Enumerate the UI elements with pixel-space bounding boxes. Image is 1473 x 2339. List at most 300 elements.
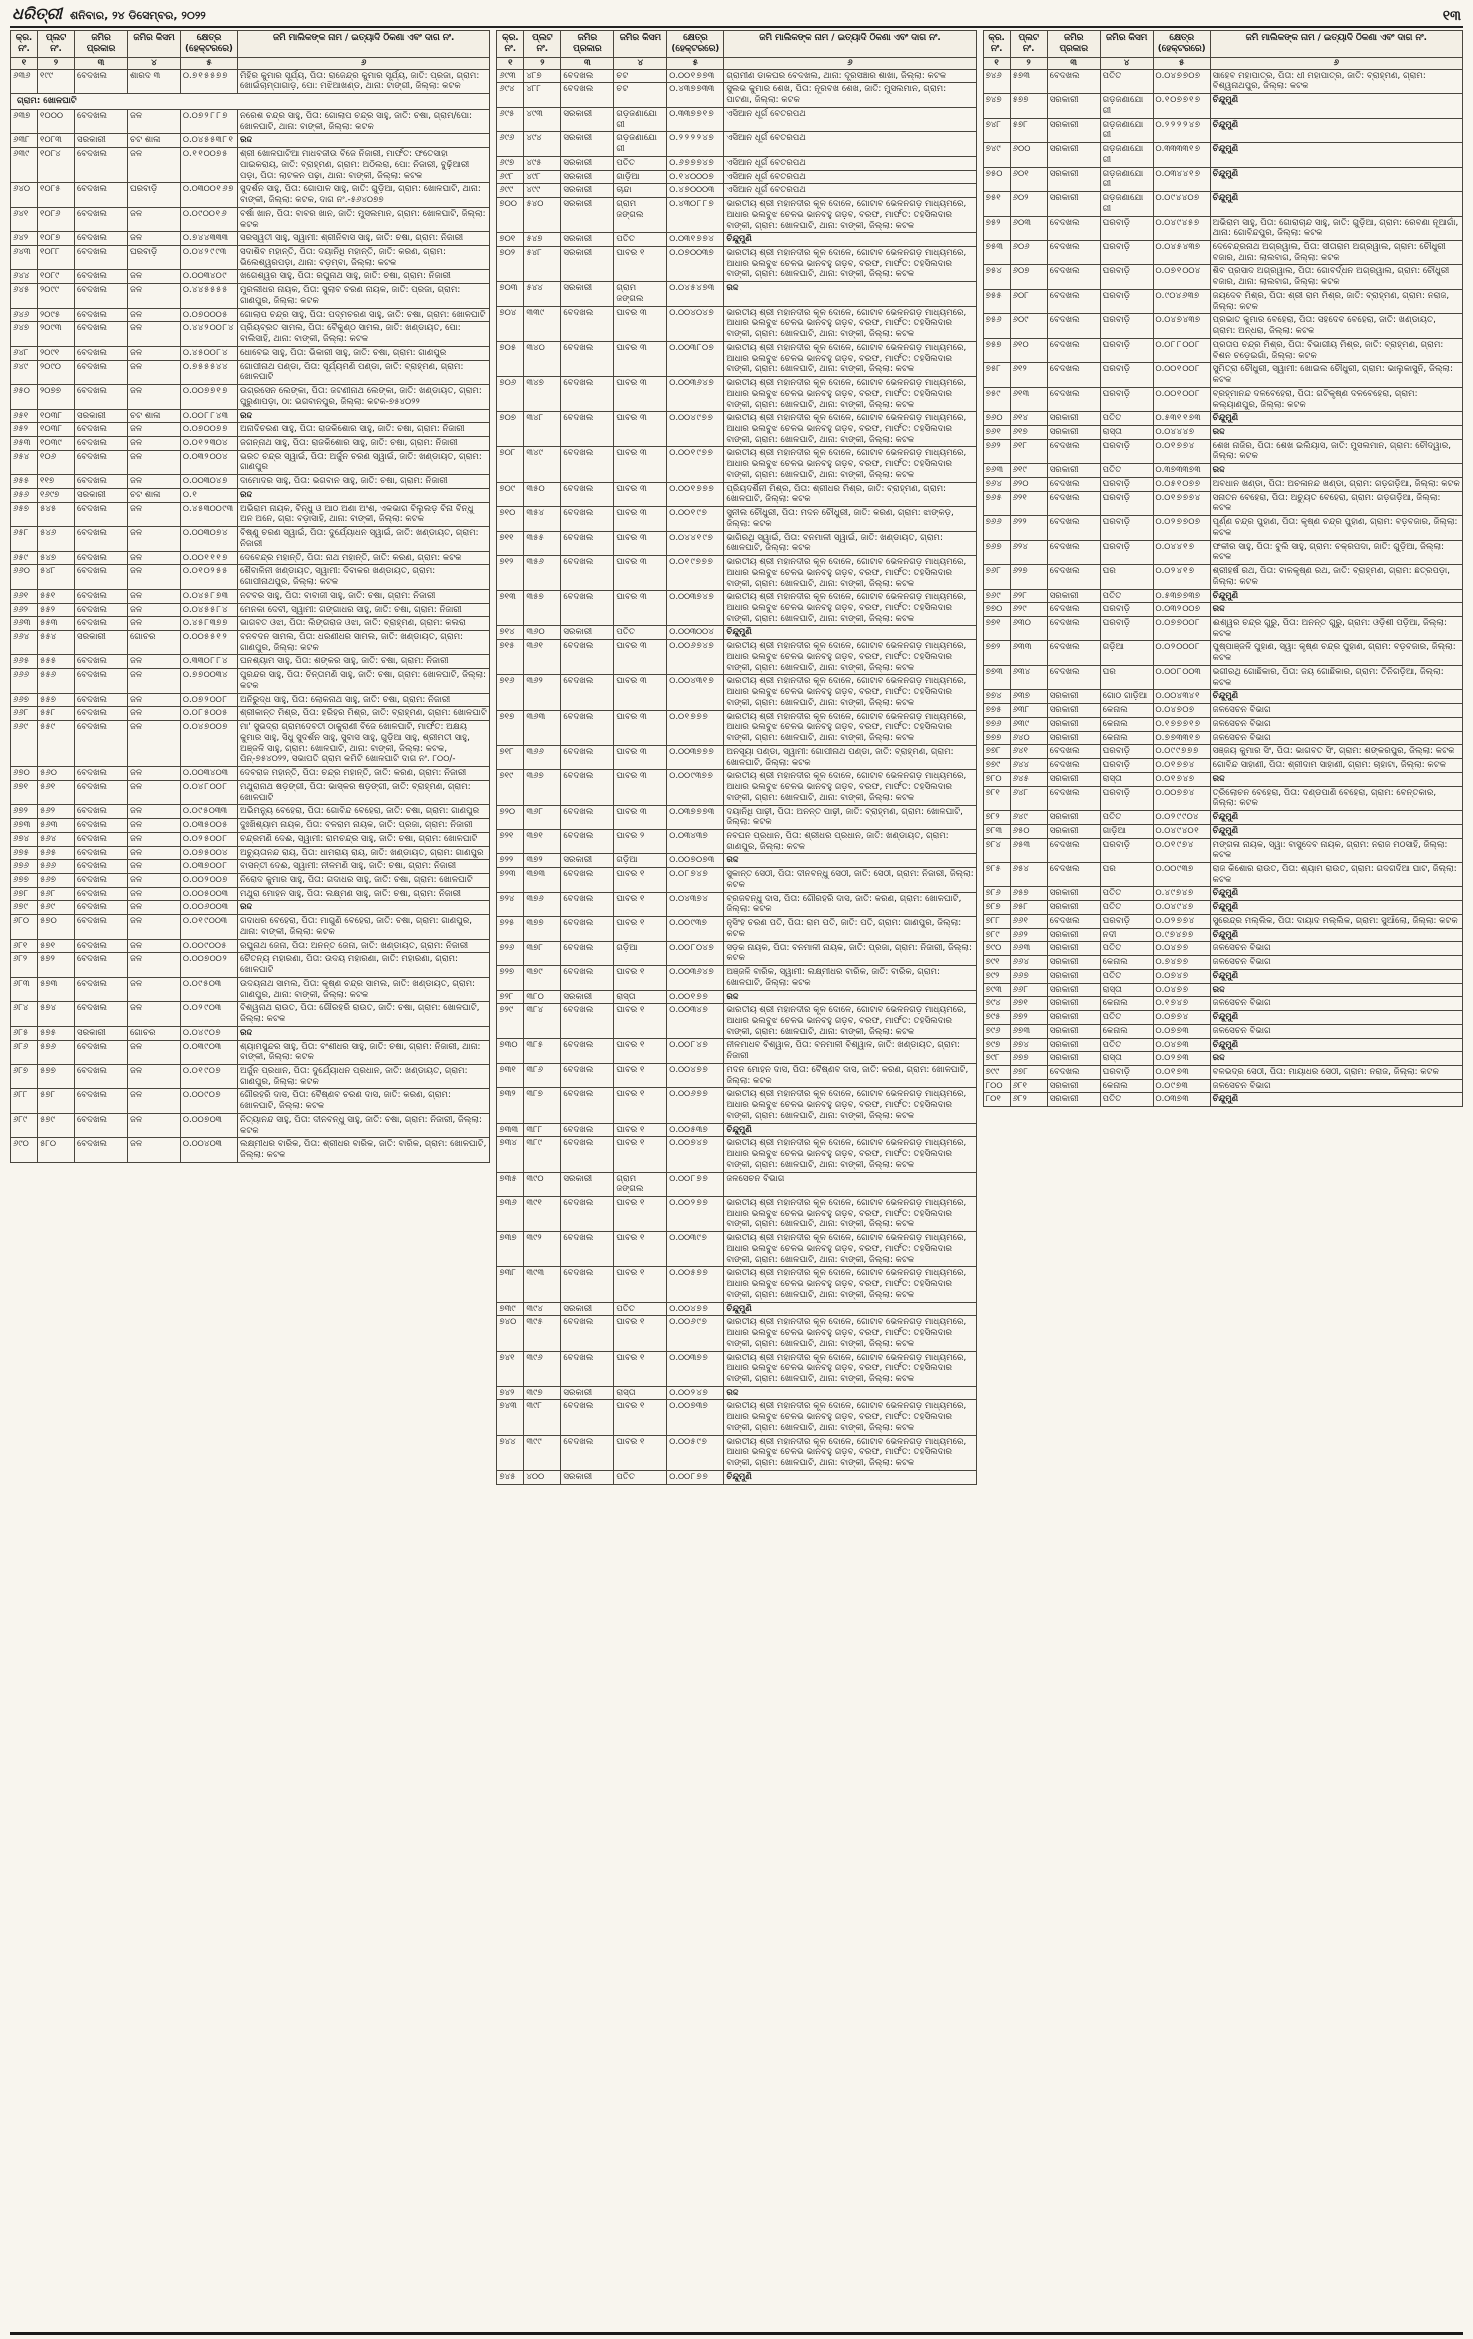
col-index: ୩ [561, 57, 614, 69]
cell-owner: ମା' ସୁଭଦ୍ରା ଗ୍ରାମଦେବତୀ ଠାକୁରାଣୀ ବିଜେ ଖୋଳଘାଟି, ମାର୍ଫତ: ଅକ୍ଷୟ କୁମାର ସାହୁ, ସିଧୁ ସୁଦର୍ଶନ ସାହୁ, ସୁବାସ ସାହୁ, ଗୁଡ଼ିଆ ସାହୁ, ଶ୍ରୀମତୀ ସାହୁ, ଅଞ୍ଜଳି ସାହୁ, ଗ୍ରାମ: ଖୋଳଘାଟି, ଥାନା: ବାଙ୍କୀ, ଜିଲ୍ଲା: କଟକ, ପିନ୍-୭୫୪୦୨୨, ସଭାପତି ଗ୍ରାମ କମିଟି ଖୋଳଘାଟି ଦାଗ ନଂ. ୮୦୦/- [238, 721, 490, 767]
cell-plot: ୬୩୮ [1010, 704, 1047, 718]
cell-kisam: ଜଳ [128, 953, 181, 977]
cell-plot: ୩୭୬ [524, 892, 561, 916]
cell-type: ସରକାରୀ [561, 233, 614, 247]
cell-area: ୦.୦୦୪୩୧୭ [667, 675, 724, 710]
cell-area: ୦.୦୦୫୭୭ [667, 1267, 724, 1302]
cell-type: ବେଦଖଲ [1047, 387, 1100, 411]
table-row [497, 482, 976, 506]
cell-kisam: ଜଳ [128, 603, 181, 617]
cell-type: ବେଦଖଲ [75, 1113, 128, 1137]
cell-serial: ୭୬୫ [983, 491, 1010, 515]
cell-serial: ୭୬୯ [983, 589, 1010, 603]
table-row [11, 488, 490, 502]
cell-kisam: ଘାବର ୧ [614, 246, 667, 281]
cell-owner: ଅବଧାନ ଖଣ୍ଡା, ପିତା: ଅଚଳାନନ୍ଦ ଖଣ୍ଡା, ଗ୍ରାମ: ଗଡ଼ଗଡ଼ିଆ, ଜିଲ୍ଲା: କଟକ [1210, 477, 1462, 491]
cell-type: ସରକାରୀ [1047, 928, 1100, 942]
cell-type: ବେଦଖଲ [75, 873, 128, 887]
table-row [497, 591, 976, 626]
cell-owner: ଭାରତୀୟ ଶ୍ରୀ ମହାନଦୀର କୂଳ ଦୋଳେ, ଗୋଟାବ ଭେଳନଗଡ଼ ମାଧ୍ୟମରେ, ଆଧାର ଭଲବୁଝ ଚେଳଭ ଭାନବହୁ ଗଡ଼ବ, ବରଫ, ମାର୍ଫତ: ତହସିଲଦାର ବାଙ୍କୀ, ଗ୍ରାମ: ଖୋଳଘାଟି, ଥାନା: ବାଙ୍କୀ, ଜିଲ୍ଲା: କଟକ [724, 1351, 976, 1386]
cell-plot: ୬୧୭ [1010, 426, 1047, 440]
cell-serial: ୬୪୫ [11, 284, 38, 308]
cell-area: ୦.୦୦୩୭୭୭ [667, 745, 724, 769]
cell-type: ବେଦଖଲ [75, 284, 128, 308]
cell-kisam: ଜଳ [128, 437, 181, 451]
cell-area: ୦.୦୦୧୭୭ [667, 990, 724, 1004]
cell-area: ୦.୦୦୪୯୭୭ [667, 412, 724, 447]
cell-kisam: ଘରବାଡ଼ି [1100, 387, 1153, 411]
table-row [983, 862, 1462, 886]
cell-type: ବେଦଖଲ [75, 805, 128, 819]
cell-owner: ସନାତନ ବେହେରା, ପିତା: ଅଚ୍ୟୁତ ବେହେରା, ଗ୍ରାମ: ଗଡ଼ଗଡ଼ିଆ, ଜିଲ୍ଲା: କଟକ [1210, 491, 1462, 515]
cell-plot: ୫୭୧ [38, 939, 75, 953]
table-row [983, 617, 1462, 641]
cell-owner: ଶ୍ୟାମସୁନ୍ଦର ସାହୁ, ପିତା: ବଂଶୀଧର ସାହୁ, ଜାତି: ଚଷା, ଗ୍ରାମ: ନିଜାରୀ, ଥାନା: ବାଙ୍କୀ, ଜିଲ୍ଲା: କଟକ [238, 1040, 490, 1064]
cell-type: ବେଦଖଲ [561, 966, 614, 990]
cell-area: ୦.୦୦୧୭୭୭ [667, 482, 724, 506]
cell-kisam: ଗଡ଼ଜଣାଯୋଗୀ [1100, 118, 1153, 142]
cell-type: ବେଦଖଲ [75, 953, 128, 977]
cell-kisam: ପତିତ [1100, 464, 1153, 478]
cell-kisam: ଘାବର ୩ [614, 507, 667, 531]
cell-kisam: ଜଳ [128, 939, 181, 953]
cell-area: ୦.୦୨୯୦୩ [181, 1002, 238, 1026]
table-row [497, 1123, 976, 1137]
cell-type: ସରକାରୀ [75, 409, 128, 423]
cell-owner: ଚିନ୍ଦୁମୁଣି [724, 626, 976, 640]
cell-area: ୦.୦୭୨୦୦୮ [181, 693, 238, 707]
cell-plot: ୬୭୩ [1010, 1024, 1047, 1038]
cell-plot: ୩୯୯ [524, 1435, 561, 1470]
cell-owner: ଚିନ୍ଦୁମୁଣି [1210, 167, 1462, 191]
cell-owner: ଏସିଆନ ଧୂର୍ଗ ବେତରପଥ [724, 107, 976, 131]
cell-kisam: ଘାବର ୧ [614, 917, 667, 941]
cell-owner: ରଦ୍ଦ [1210, 426, 1462, 440]
cell-type: ବେଦଖଲ [75, 270, 128, 284]
village-label: ଗ୍ରାମ: ଖୋଳଘାଟି [11, 94, 490, 110]
table-row [983, 439, 1462, 463]
cell-owner: ରଦ୍ଦ [1210, 603, 1462, 617]
cell-owner: ମୁରଲୀଧର ନାୟକ, ପିତା: ସୁଲାବ ଚରଣ ନାୟକ, ଜାତି: ପ୍ରଜା, ଗ୍ରାମ: ଗାଣପୁର, ଜିଲ୍ଲା: କଟକ [238, 284, 490, 308]
cell-area: ୦.୦୧୯୭୭୭ [667, 556, 724, 591]
table-row [11, 1113, 490, 1137]
cell-owner: ଭାରତୀୟ ଶ୍ରୀ ମହାନଦୀର କୂଳ ଦୋଳେ, ଗୋଟାବ ଭେଳନଗଡ଼ ମାଧ୍ୟମରେ, ଆଧାର ଭଲବୁଝ ଚେଳଭ ଭାନବହୁ ଗଡ଼ବ, ବରଫ, ମାର୍ଫତ: ତହସିଲଦାର ବାଙ୍କୀ, ଗ୍ରାମ: ଖୋଳଘାଟି, ଥାନା: ବାଙ୍କୀ, ଜିଲ୍ଲା: କଟକ [724, 675, 976, 710]
cell-area: ୦.୦୧୭୭୪ [1153, 439, 1210, 463]
table-row [983, 717, 1462, 731]
cell-owner: ସୁକାନ୍ତ ସେଠୀ, ପିତା: ଦୀନବନ୍ଧୁ ସେଠୀ, ଜାତି: ସେଠୀ, ଗ୍ରାମ: ନିଜାରୀ, ଜିଲ୍ଲା: କଟକ [724, 868, 976, 892]
cell-type: ବେଦଖଲ [1047, 265, 1100, 289]
cell-area: ୦.୦୧୯୦୭ [181, 1064, 238, 1088]
table-row [11, 669, 490, 693]
cell-kisam: କେନାଲ [1100, 1024, 1153, 1038]
cell-plot: ୩୬୧ [524, 640, 561, 675]
cell-serial: ୭୮୮ [983, 914, 1010, 928]
cell-serial: ୭୬୪ [983, 477, 1010, 491]
cell-plot: ୩୯୩ [524, 1267, 561, 1302]
col-index: ୪ [128, 57, 181, 69]
cell-type: ସରକାରୀ [561, 198, 614, 233]
table-row [497, 132, 976, 156]
cell-type: ବେଦଖଲ [75, 109, 128, 133]
cell-type: ବେଦଖଲ [75, 437, 128, 451]
table-row [11, 832, 490, 846]
cell-serial: ୭୧୭ [497, 710, 524, 745]
table-row [983, 338, 1462, 362]
table-row [497, 556, 976, 591]
cell-owner: ଅର୍ଜୁନ ପ୍ରଧାନ, ପିତା: ଦୁର୍ଯ୍ୟୋଧନ ପ୍ରଧାନ, ଜାତି: ଖଣ୍ଡାୟତ, ଗ୍ରାମ: ଗାଣପୁର, ଜିଲ୍ଲା: କଟକ [238, 1064, 490, 1088]
cell-serial: ୭୪୨ [497, 1386, 524, 1400]
cell-type: ବେଦଖଲ [1047, 338, 1100, 362]
cell-serial: ୭୦୬ [497, 377, 524, 412]
cell-type: ବେଦଖଲ [75, 1138, 128, 1162]
table-row [497, 341, 976, 376]
cell-owner: ଶ୍ରୀକାନ୍ତ ମିଶ୍ର, ପିତା: ହରିହର ମିଶ୍ର, ଜାତି: ବ୍ରାହ୍ମଣ, ଗ୍ରାମ: ଖୋଳଘାଟି [238, 707, 490, 721]
cell-plot: ୪୯୯ [524, 184, 561, 198]
cell-kisam: ଘରବାଡ଼ି [1100, 338, 1153, 362]
cell-area: ୦.୦୦୯୩୭ [1153, 862, 1210, 886]
cell-serial: ୬୫୦ [11, 385, 38, 409]
cell-type: ବେଦଖଲ [75, 707, 128, 721]
cell-owner: ସୁମିତ୍ରା ଚୌଧୁରୀ, ସ୍ୱାମୀ: ଖୋଇଲ ଚୌଧୁରୀ, ଗ୍ରାମ: ଭାଲୁକାସୁନି, ଜିଲ୍ଲା: କଟକ [1210, 363, 1462, 387]
cell-plot: ୨୦୯୩ [38, 322, 75, 346]
cell-kisam: ଜଳ [128, 873, 181, 887]
table-row [983, 1024, 1462, 1038]
cell-type: ବେଦଖଲ [75, 475, 128, 489]
col-land-type: ଜମିର ପ୍ରକାର [75, 31, 128, 58]
cell-area: ୦.୦୭୦୦୦୫ [181, 308, 238, 322]
cell-serial: ୭୪୭ [983, 94, 1010, 118]
cell-kisam: ଗଡ଼ଜଣାଯୋଗୀ [614, 132, 667, 156]
cell-serial: ୭୪୩ [497, 1400, 524, 1435]
cell-plot: ୨୦୯୦ [38, 360, 75, 384]
cell-type: ସରକାରୀ [561, 1172, 614, 1196]
table-row [497, 184, 976, 198]
cell-type: ବେଦଖଲ [561, 941, 614, 965]
dateline: ଶନିବାର, ୨୪ ଡିସେମ୍ବର, ୨୦୨୨ [69, 9, 206, 22]
cell-plot: ୩୮୪ [524, 1004, 561, 1039]
cell-kisam: ଗଡ଼ଜଣାଯୋଗୀ [1100, 143, 1153, 167]
cell-serial: ୬୭୯ [11, 901, 38, 915]
cell-area: ୦.୧୪୦୦୦୭ [667, 170, 724, 184]
col-index: ୬ [238, 57, 490, 69]
cell-plot: ୩୪୯ [524, 447, 561, 482]
cell-type: ସରକାରୀ [1047, 118, 1100, 142]
cell-plot: ୬୮୨ [1010, 1093, 1047, 1107]
cell-plot: ୨୦୯୧ [38, 346, 75, 360]
table-row [983, 1079, 1462, 1093]
cell-type: ବେଦଖଲ [561, 745, 614, 769]
cell-area: ୦.୦୪୫୫୩୮୧ [181, 134, 238, 148]
cell-serial: ୬୪୨ [11, 232, 38, 246]
cell-type: ସରକାରୀ [1047, 1093, 1100, 1107]
col-owner-name: ଜମି ମାଲିକଙ୍କ ନାମ / ଇତ୍ୟାଦି ଠିକଣା ଏବଂ ଦାଗ ନଂ. [724, 31, 976, 58]
cell-area: ୦.୪୩୭୭୩୩ [667, 83, 724, 107]
col-plot-no: ପ୍ଲଟ ନଂ. [524, 31, 561, 58]
cell-type: ସରକାରୀ [1047, 731, 1100, 745]
col-index: ୧ [497, 57, 524, 69]
cell-kisam: କେନାଲ [1100, 704, 1153, 718]
cell-plot: ୬୬୪ [1010, 956, 1047, 970]
cell-plot: ୩୫୫ [524, 531, 561, 555]
cell-serial: ୭୩୪ [497, 1137, 524, 1172]
cell-plot: ୬୭୨ [1010, 1011, 1047, 1025]
cell-kisam: ପତିତ [614, 1302, 667, 1316]
cell-kisam: ଘାବର ୧ [614, 1039, 667, 1063]
cell-owner: ରଦ୍ଦ [238, 134, 490, 148]
cell-plot: ୩୯୮ [524, 1400, 561, 1435]
cell-owner: ଚିନ୍ଦୁମୁଣି [1210, 94, 1462, 118]
cell-area: ୦.୦୪୭୪୩୭ [1153, 314, 1210, 338]
cell-serial: ୭୫୭ [983, 338, 1010, 362]
cell-owner: ଭାରତୀୟ ଶ୍ରୀ ମହାନଦୀର କୂଳ ଦୋଳେ, ଗୋଟାବ ଭେଳନଗଡ଼ ମାଧ୍ୟମରେ, ଆଧାର ଭଲବୁଝ ଚେଳଭ ଭାନବହୁ ଗଡ଼ବ, ବରଫ, ମାର୍ଫତ: ତହସିଲଦାର ବାଙ୍କୀ, ଗ୍ରାମ: ଖୋଳଘାଟି, ଥାନା: ବାଙ୍କୀ, ଜିଲ୍ଲା: କଟକ [724, 198, 976, 233]
cell-area: ୦.୦୭୪୭ [1153, 969, 1210, 983]
cell-area: ୦.୦୦୭୭୧୭ [181, 385, 238, 409]
cell-area: ୦.୦୦୫୯୭ [667, 1435, 724, 1470]
cell-serial: ୬୮୩ [11, 977, 38, 1001]
cell-owner: ଜଗନ୍ନାଥ ସାହୁ, ପିତା: ରାଜକିଶୋର ସାହୁ, ଜାତି: ଚଷା, ଗ୍ରାମ: ନିଜାରୀ [238, 437, 490, 451]
cell-kisam: ଘାବର ୩ [614, 640, 667, 675]
cell-serial: ୭୮୨ [983, 811, 1010, 825]
cell-kisam: ଜଳ [128, 819, 181, 833]
cell-plot: ୩୪୭ [524, 377, 561, 412]
cell-owner: ଚିନ୍ଦୁମୁଣି [1210, 811, 1462, 825]
cell-owner: ତ୍ରିଲୋଚନ ବେହେରା, ପିତା: ଦଣ୍ଡପାଣି ବେହେରା, ଗ୍ରାମ: ବେନ୍ତକାର, ଜିଲ୍ଲା: କଟକ [1210, 786, 1462, 810]
cell-plot: ୫୫୧ [38, 589, 75, 603]
col-index: ୫ [1153, 57, 1210, 69]
cell-plot: ୪୯୪ [524, 132, 561, 156]
cell-kisam: ଗାଡ଼ିଆ [614, 170, 667, 184]
cell-plot: ୩୯୬ [524, 1351, 561, 1386]
cell-type: ସରକାରୀ [561, 170, 614, 184]
cell-plot: ୫୬୬ [38, 860, 75, 874]
cell-plot: ୨୦୯୯ [38, 284, 75, 308]
cell-owner: ଭାଗିରଥି ସ୍ୱାଇଁ, ପିତା: ବନମାଳୀ ସ୍ୱାଇଁ, ଜାତି: ଖଣ୍ଡାୟତ, ଗ୍ରାମ: ଖୋଳଘାଟି, ଜିଲ୍ଲା: କଟକ [724, 531, 976, 555]
cell-kisam: ଜଳ [128, 860, 181, 874]
cell-type: ବେଦଖଲ [561, 1039, 614, 1063]
cell-kisam: ଘାବର ୨ [614, 829, 667, 853]
cell-area: ୦.୦୦୫୫୧୨ [181, 631, 238, 655]
cell-plot: ୩୯୦ [524, 1172, 561, 1196]
cell-kisam: ଜଳ [128, 385, 181, 409]
cell-area: ୦.୦୦୪୦୪୭ [667, 306, 724, 341]
cell-kisam: କେନାଲ [1100, 997, 1153, 1011]
cell-kisam: ଜଳ [128, 721, 181, 767]
cell-area: ୦.୦୦୩୪୦୯ [181, 270, 238, 284]
cell-serial: ୬୭୧ [11, 780, 38, 804]
col-plot-no: ପ୍ଲଟ ନଂ. [38, 31, 75, 58]
table-row [11, 1064, 490, 1088]
cell-type: ସରକାରୀ [1047, 997, 1100, 1011]
cell-kisam: ଘରବାଡ଼ି [1100, 617, 1153, 641]
cell-area: ୦.୪୪୫୫୫୫ [181, 284, 238, 308]
cell-owner: ଭାରତୀୟ ଶ୍ରୀ ମହାନଦୀର କୂଳ ଦୋଳେ, ଗୋଟାବ ଭେଳନଗଡ଼ ମାଧ୍ୟମରେ, ଆଧାର ଭଲବୁଝ ଚେଳଭ ଭାନବହୁ ଗଡ଼ବ, ବରଫ, ମାର୍ଫତ: ତହସିଲଦାର ବାଙ୍କୀ, ଗ୍ରାମ: ଖୋଳଘାଟି, ଥାନା: ବାଙ୍କୀ, ଜିଲ୍ଲା: କଟକ [724, 246, 976, 281]
cell-plot: ୨୦୭୭ [38, 385, 75, 409]
cell-owner: ନିତ୍ୟାନନ୍ଦ ସାହୁ, ପିତା: ଦୀନବନ୍ଧୁ ସାହୁ, ଜାତି: ଚଷା, ଗ୍ରାମ: ନିଜାରୀ, ଜିଲ୍ଲା: କଟକ [238, 1113, 490, 1137]
table-row [497, 770, 976, 805]
col-land-kisam: ଜମିର କିସମ [1100, 31, 1153, 58]
cell-serial: ୭୮୪ [983, 838, 1010, 862]
table-row [497, 246, 976, 281]
cell-type: ବେଦଖଲ [1047, 289, 1100, 313]
cell-kisam: ଘାବର ୧ [614, 1267, 667, 1302]
cell-plot: ୫୬୭ [38, 873, 75, 887]
cell-kisam: ଘରବାଡ଼ି [1100, 477, 1153, 491]
cell-serial: ୭୫୦ [983, 167, 1010, 191]
col-index: ୨ [524, 57, 561, 69]
cell-plot: ୧୦୮୮ [38, 245, 75, 269]
table-row [11, 551, 490, 565]
cell-plot: ୫୫୬ [38, 669, 75, 693]
cell-plot: ୫୪୫ [38, 502, 75, 526]
cell-kisam: ଘରବାଡ଼ି [1100, 314, 1153, 338]
cell-plot: ୩୮୯ [524, 1137, 561, 1172]
cell-area: ୦.୦୦୩୦୭୪ [181, 527, 238, 551]
cell-area: ୦.୦୩୪୪୧୭ [1153, 167, 1210, 191]
cell-kisam: ରାସ୍ତା [1100, 983, 1153, 997]
cell-owner: ଚିନ୍ଦୁମୁଣି [1210, 690, 1462, 704]
cell-kisam: ପତିତ [1100, 1038, 1153, 1052]
cell-kisam: ଗୋଚର [128, 631, 181, 655]
cell-plot: ୩୭୧ [524, 829, 561, 853]
table-row [983, 772, 1462, 786]
cell-type: ବେଦଖଲ [561, 412, 614, 447]
cell-area: ୦.୦୦୭୪୭ [667, 1137, 724, 1172]
cell-area: ୦.୦୦୮୭୭ [667, 1172, 724, 1196]
table-row [497, 170, 976, 184]
table-row [11, 953, 490, 977]
cell-owner: ରଦ୍ଦ [238, 409, 490, 423]
table-row [11, 939, 490, 953]
cell-owner: ସୁରେନ୍ଦ୍ର ମଲ୍ଲିକ, ପିତା: ଦାୟାଦ ମଲ୍ଲିକ, ଗ୍ରାମ: ସୁଆଁଲୋ, ଜିଲ୍ଲା: କଟକ [1210, 914, 1462, 928]
cell-kisam: ଜଳ [128, 805, 181, 819]
cell-owner: ଭାରତୀୟ ଶ୍ରୀ ମହାନଦୀର କୂଳ ଦୋଳେ, ଗୋଟାବ ଭେଳନଗଡ଼ ମାଧ୍ୟମରେ, ଆଧାର ଭଲବୁଝ ଚେଳଭ ଭାନବହୁ ଗଡ଼ବ, ବରଫ, ମାର୍ଫତ: ତହସିଲଦାର ବାଙ୍କୀ, ଗ୍ରାମ: ଖୋଳଘାଟି, ଥାନା: ବାଙ୍କୀ, ଜିଲ୍ଲା: କଟକ [724, 412, 976, 447]
col-index: ୪ [614, 57, 667, 69]
cell-type: ବେଦଖଲ [561, 1137, 614, 1172]
cell-plot: ୩୫୬ [524, 556, 561, 591]
cell-owner: ସଦାଶିବ ମହାନ୍ତି, ପିତା: ଦୟାନିଧି ମହାନ୍ତି, ଜାତି: କରଣ, ଗ୍ରାମ: ଭିଲେଶ୍ୱରପଡ଼ା, ଥାନା: ବଡ଼ମ୍ବା, ଜିଲ୍ଲା: କଟକ [238, 245, 490, 269]
cell-kisam: ଘାବର ୧ [614, 1004, 667, 1039]
cell-serial: ୬୮୪ [11, 1002, 38, 1026]
cell-serial: ୭୯୬ [983, 1024, 1010, 1038]
cell-kisam: ଜଳ [128, 977, 181, 1001]
table-row [11, 284, 490, 308]
cell-kisam: ଘରବାଡ଼ି [128, 183, 181, 207]
table-row [11, 805, 490, 819]
cell-owner: ନରେଶ ଚନ୍ଦ୍ର ସାହୁ, ପିତା: ଗୋଲାପ ଚନ୍ଦ୍ର ସାହୁ, ଜାତି: ଚଷା, ଗ୍ରାମ/ପୋ: ଖୋଳଘାଟି, ଥାନା: ବାଙ୍କୀ, ଜିଲ୍ଲା: କଟକ [238, 109, 490, 133]
table-row [497, 1351, 976, 1386]
cell-kisam: ଘାବର ୧ [614, 1232, 667, 1267]
cell-type: ବେଦଖଲ [561, 1316, 614, 1351]
cell-owner: ରଦ୍ଦ [724, 854, 976, 868]
cell-serial: ୭୩୧ [497, 1063, 524, 1087]
cell-type: ବେଦଖଲ [75, 1040, 128, 1064]
cell-serial: ୬୩୭ [11, 109, 38, 133]
cell-kisam: ଘରବାଡ଼ି [1100, 914, 1153, 928]
cell-owner: ନୃସିଂହ ଚରଣ ପତି, ପିତା: ରାମ ପତି, ଜାତି: ପତି, ଗ୍ରାମ: ଗାଣପୁର, ଜିଲ୍ଲା: କଟକ [724, 917, 976, 941]
cell-plot: ୬୨୭ [1010, 565, 1047, 589]
cell-area: ୦.୦୪୫୪୩୭ [1153, 240, 1210, 264]
cell-area: ୦.୧୭୭୭୧୭ [1153, 717, 1210, 731]
cell-type: ବେଦଖଲ [1047, 759, 1100, 773]
table-row [983, 786, 1462, 810]
cell-plot: ୬୬୮ [1010, 983, 1047, 997]
cell-plot: ୩୪୮ [524, 412, 561, 447]
masthead: ଧରିତ୍ରୀ [12, 4, 62, 23]
cell-kisam: ଗଡ଼ଜଣାଯୋଗୀ [1100, 192, 1153, 216]
cell-owner: ଭାରତୀୟ ଶ୍ରୀ ମହାନଦୀର କୂଳ ଦୋଳେ, ଗୋଟାବ ଭେଳନଗଡ଼ ମାଧ୍ୟମରେ, ଆଧାର ଭଲବୁଝ ଚେଳଭ ଭାନବହୁ ଗଡ଼ବ, ବରଫ, ମାର୍ଫତ: ତହସିଲଦାର ବାଙ୍କୀ, ଗ୍ରାମ: ଖୋଳଘାଟି, ଥାନା: ବାଙ୍କୀ, ଜିଲ୍ଲା: କଟକ [724, 640, 976, 675]
cell-plot: ୫୭୨ [38, 953, 75, 977]
cell-serial: ୭୮୩ [983, 824, 1010, 838]
cell-type: ସରକାରୀ [561, 184, 614, 198]
cell-owner: ଅନସୂୟା ପଣ୍ଡା, ସ୍ୱାମୀ: ଗୋପୀନାଥ ପଣ୍ଡା, ଜାତି: ବ୍ରାହ୍ମଣ, ଗ୍ରାମ: ଖୋଳଘାଟି, ଜିଲ୍ଲା: କଟକ [724, 745, 976, 769]
cell-owner: ଚିନ୍ଦୁମୁଣି [1210, 1038, 1462, 1052]
cell-area: ୦.୩୩୦୮୮୪ [181, 655, 238, 669]
cell-kisam: ଘର [1100, 862, 1153, 886]
cell-type: ବେଦଖଲ [1047, 786, 1100, 810]
cell-kisam: ଘାବର ୧ [614, 1137, 667, 1172]
cell-owner: ଘନଶ୍ୟାମ ସାହୁ, ପିତା: ଶଙ୍କର ସାହୁ, ଜାତି: ଚଷା, ଗ୍ରାମ: ନିଜାରୀ [238, 655, 490, 669]
cell-owner: ଭାଗବତ ଓଝା, ପିତା: ଲିଙ୍ଗରାଜ ଓଝା, ଜାତି: ବ୍ରାହ୍ମଣ, ଗ୍ରାମ: କଲରା [238, 617, 490, 631]
header-row [11, 31, 490, 58]
cell-serial: ୭୦୨ [497, 246, 524, 281]
cell-area: ୦.୦୦୩୬୪୭ [667, 966, 724, 990]
cell-kisam: ଜଳ [128, 1064, 181, 1088]
cell-area: ୦.୦୪୯୪୭ [1153, 901, 1210, 915]
cell-type: ବେଦଖଲ [561, 1267, 614, 1302]
cell-area: ୦.୦୩୨୦୦୪ [181, 450, 238, 474]
cell-serial: ୭୫୧ [983, 192, 1010, 216]
cell-type: ବେଦଖଲ [75, 1064, 128, 1088]
cell-area: ୦.୦୪୭୩ [1153, 1038, 1210, 1052]
table-block-1 [10, 30, 490, 2325]
cell-area: ୦.୯୭୪୭୭ [1153, 928, 1210, 942]
cell-serial: ୬୭୭ [11, 873, 38, 887]
cell-serial: ୬୫୮ [11, 527, 38, 551]
cell-area: ୦.୦୦୪୦୩ [181, 1138, 238, 1162]
table-row [11, 1138, 490, 1162]
cell-plot: ୬୩୩ [1010, 641, 1047, 665]
cell-plot: ୫୫୭ [38, 693, 75, 707]
cell-serial: ୭୯୨ [983, 969, 1010, 983]
cell-plot: ୧୬୯୭ [38, 488, 75, 502]
cell-type: ବେଦଖଲ [75, 939, 128, 953]
col-index: ୪ [1100, 57, 1153, 69]
cell-area: ୦.୦୦୩୦୦୪ [667, 626, 724, 640]
cell-area: ୦.୦୦୮୦୦୩ [1153, 665, 1210, 689]
table-row [11, 1089, 490, 1113]
cell-kisam: ନଦୀ [1100, 928, 1153, 942]
cell-type: ସରକାରୀ [1047, 956, 1100, 970]
cell-type: ସରକାରୀ [75, 1026, 128, 1040]
col-serial-no: କ୍ର. ନଂ. [983, 31, 1010, 58]
cell-serial: ୬୬୪ [11, 631, 38, 655]
table-row [983, 412, 1462, 426]
cell-serial: ୭୯୦ [983, 942, 1010, 956]
table-row [11, 207, 490, 231]
cell-type: ସରକାରୀ [1047, 426, 1100, 440]
cell-plot: ୫୬୨ [38, 805, 75, 819]
cell-kisam: ଘାବର ୩ [614, 412, 667, 447]
cell-area: ୦.୦୦୨୦୦୭ [181, 873, 238, 887]
cell-owner: ପୁରନ୍ଦର ସାହୁ, ପିତା: ଚିନ୍ତାମଣି ସାହୁ, ଜାତି: ଚଷା, ଗ୍ରାମ: ଖୋଳଘାଟି, ଜିଲ୍ଲା: କଟକ [238, 669, 490, 693]
cell-kisam: ଗଡ଼ିଆ [614, 854, 667, 868]
table-row [11, 385, 490, 409]
cell-serial: ୬୯୯ [497, 184, 524, 198]
cell-serial: ୬୮୦ [11, 915, 38, 939]
cell-plot: ୬୩୪ [1010, 665, 1047, 689]
cell-area: ୦.୦୭୦୦୭୭ [181, 423, 238, 437]
cell-serial: ୬୮୮ [11, 1089, 38, 1113]
